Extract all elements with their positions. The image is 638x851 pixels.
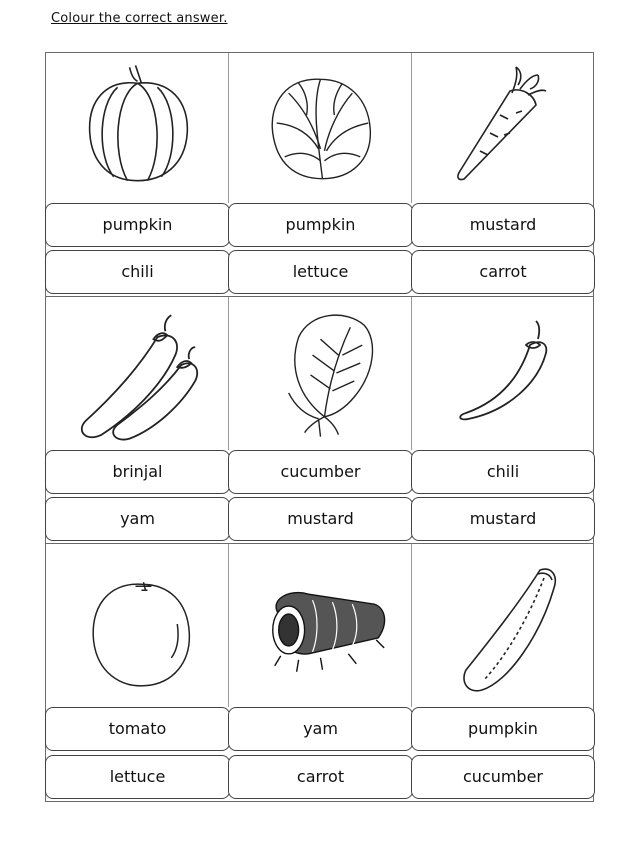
option-button[interactable]: mustard bbox=[411, 203, 595, 247]
option-button[interactable]: pumpkin bbox=[228, 203, 413, 247]
option-button[interactable]: chili bbox=[45, 250, 230, 294]
yam-icon bbox=[229, 544, 411, 707]
picture-cell-3 bbox=[412, 53, 595, 203]
picture-cell-6 bbox=[412, 297, 595, 450]
picture-cell-9 bbox=[412, 544, 595, 707]
option-button[interactable]: chili bbox=[411, 450, 595, 494]
option-button[interactable]: lettuce bbox=[228, 250, 413, 294]
option-button[interactable]: carrot bbox=[228, 755, 413, 799]
option-button[interactable]: tomato bbox=[45, 707, 230, 751]
lettuce-icon bbox=[229, 53, 411, 203]
mustard-icon bbox=[229, 297, 411, 450]
picture-cell-5 bbox=[229, 297, 412, 450]
option-button[interactable]: pumpkin bbox=[411, 707, 595, 751]
option-button[interactable]: yam bbox=[45, 497, 230, 541]
picture-cell-1 bbox=[46, 53, 229, 203]
option-button[interactable]: cucumber bbox=[228, 450, 413, 494]
option-button[interactable]: mustard bbox=[228, 497, 413, 541]
option-button[interactable]: mustard bbox=[411, 497, 595, 541]
cucumber-icon bbox=[412, 544, 595, 707]
option-button[interactable]: cucumber bbox=[411, 755, 595, 799]
worksheet-grid bbox=[45, 52, 594, 802]
picture-cell-8 bbox=[229, 544, 412, 707]
option-button[interactable]: pumpkin bbox=[45, 203, 230, 247]
instruction: Colour the correct answer. bbox=[51, 11, 228, 26]
pumpkin-icon bbox=[46, 53, 228, 203]
option-button[interactable]: brinjal bbox=[45, 450, 230, 494]
option-button[interactable]: lettuce bbox=[45, 755, 230, 799]
brinjal-icon bbox=[46, 297, 228, 450]
picture-cell-2 bbox=[229, 53, 412, 203]
chili-icon bbox=[412, 297, 595, 450]
picture-cell-7 bbox=[46, 544, 229, 707]
picture-cell-4 bbox=[46, 297, 229, 450]
option-button[interactable]: yam bbox=[228, 707, 413, 751]
carrot-icon bbox=[412, 53, 595, 203]
option-button[interactable]: carrot bbox=[411, 250, 595, 294]
tomato-icon bbox=[46, 544, 228, 707]
